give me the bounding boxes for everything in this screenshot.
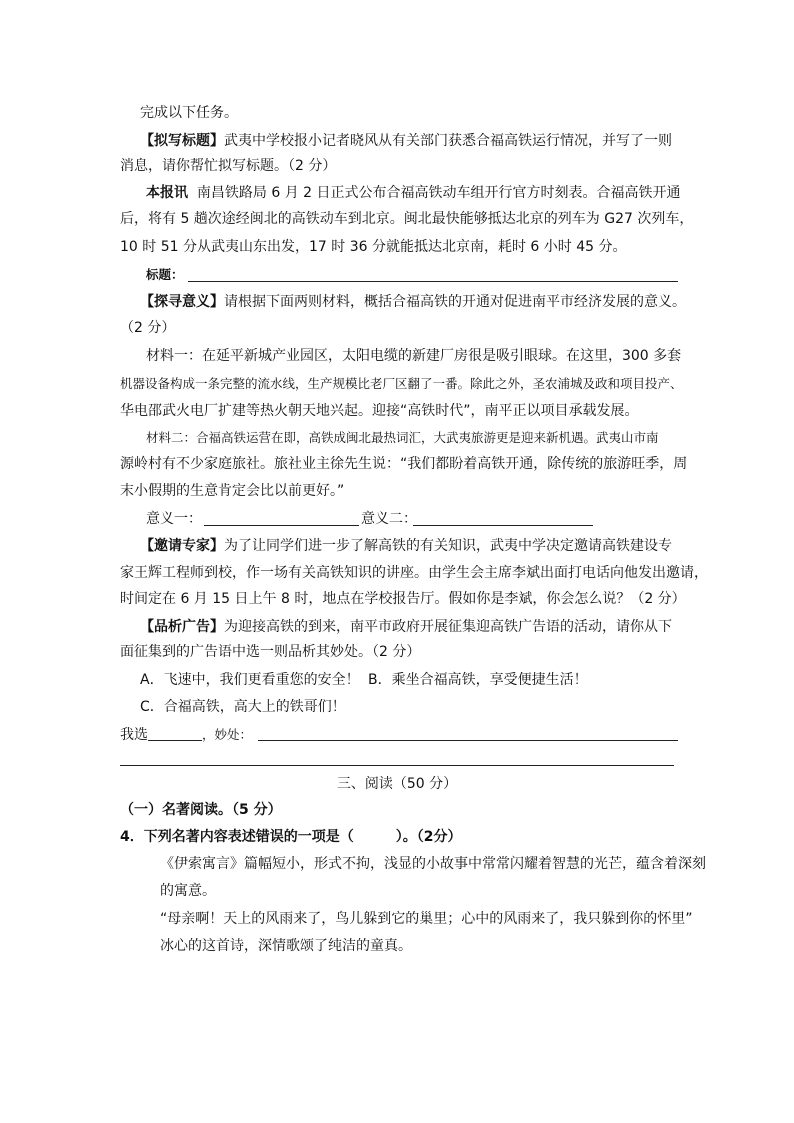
meaning-one-label: 意义一：: [146, 511, 202, 527]
section-draft-title: [140, 131, 672, 151]
material-one-line: 机器设备构成一条完整的流水线，生产规模比老厂区翻了一番。除此之外，圣农浦城及政和项目投产、: [120, 376, 683, 391]
choice-answer-line[interactable]: [148, 740, 202, 741]
section-invite-expert: [140, 536, 672, 556]
material-two-line: 材料二：合福高铁运营在即，高铁成闽北最热词汇，大武夷旅游更是迎来新机遇。武夷山市南: [146, 430, 659, 445]
wonder-label: ，妙处：: [202, 727, 253, 742]
section-text: 为了让同学们进一步了解高铁的有关知识，武夷中学决定邀请高铁建设专: [224, 538, 672, 554]
news-text: 南昌铁路局 6 月 2 日正式公布合福高铁动车组开行官方时刻表。合福高铁开通: [196, 185, 681, 201]
section-analyze-ad: [140, 617, 672, 637]
section-text: 请根据下面两则材料，概括合福高铁的开通对促进南平市经济发展的意义。: [224, 294, 686, 310]
section-text-line: （2 分）: [120, 320, 176, 336]
section-text-line: 家王辉工程师到校，作一场有关高铁知识的讲座。由学生会主席李斌出面打电话向他发出邀请，: [120, 565, 708, 581]
ad-option-c: C．合福高铁，高大上的铁哥们！: [140, 699, 346, 715]
section-tag: 【探寻意义】: [140, 294, 224, 310]
news-paragraph: [146, 183, 681, 203]
title-answer-line[interactable]: [188, 281, 678, 282]
title-label: 标题：: [146, 267, 184, 282]
news-text-line: 后，将有 5 趟次途经闽北的高铁动车到北京。闽北最快能够抵达北京的列车为 G27 次列车，: [120, 211, 694, 227]
material-one-line: 华电邵武火电厂扩建等热火朝天地兴起。迎接“高铁时代”，南平正以项目承载发展。: [120, 403, 639, 419]
meaning-two-answer-line[interactable]: [413, 525, 593, 526]
material-two-line: 源岭村有不少家庭旅社。旅社业主徐先生说：“我们都盼着高铁开通，除传统的旅游旺季，周: [120, 456, 688, 472]
choose-label: 我选: [120, 727, 148, 743]
meaning-two-label: 意义二：: [361, 511, 417, 527]
question-four-option-line: 《伊索寓言》篇幅短小，形式不拘，浅显的小故事中常常闪耀着智慧的光芒，蕴含着深刻: [160, 856, 706, 872]
news-text-line: 10 时 51 分从武夷山东出发，17 时 36 分就能抵达北京南，耗时 6 小时 45 分。: [120, 239, 627, 255]
section-text-line: 消息，请你帮忙拟写标题。（2 分）: [120, 158, 337, 174]
section-tag: 【拟写标题】: [140, 133, 224, 149]
material-two-line: 末小假期的生意肯定会比以前更好。”: [120, 483, 345, 499]
question-four-stem: 4．下列名著内容表述错误的一项是（ ）。（2分）: [120, 829, 462, 845]
section-text: 为迎接高铁的到来，南平市政府开展征集迎高铁广告语的活动，请你从下: [224, 619, 672, 635]
intro-text: 完成以下任务。: [140, 105, 238, 121]
news-lead: 本报讯: [146, 185, 188, 201]
question-four-option-line: 的寓意。: [160, 883, 216, 899]
part-three-title: 三、阅读（50 分）: [336, 776, 458, 792]
question-four-option-line: 冰心的这首诗，深情歌颂了纯洁的童真。: [160, 938, 412, 954]
section-text: 武夷中学校报小记者晓风从有关部门获悉合福高铁运行情况，并写了一则: [224, 133, 672, 149]
material-one-line: 材料一：在延平新城产业园区，太阳电缆的新建厂房很是吸引眼球。在这里，300 多套: [146, 348, 682, 364]
meaning-one-answer-line[interactable]: [204, 525, 359, 526]
section-find-meaning: [140, 292, 686, 312]
ad-option-b: B．乘坐合福高铁，享受便捷生活！: [368, 672, 588, 688]
wonder-answer-line-2[interactable]: [120, 765, 674, 766]
wonder-answer-line[interactable]: [258, 740, 678, 741]
question-four-option-line: “母亲啊！天上的风雨来了，鸟儿躲到它的巢里；心中的风雨来了，我只躲到你的怀里”: [160, 911, 693, 927]
section-text-line: 面征集到的广告语中选一则品析其妙处。（2 分）: [120, 644, 421, 660]
section-tag: 【品析广告】: [140, 619, 224, 635]
part-three-subtitle: （一）名著阅读。（5 分）: [120, 802, 282, 818]
section-text-line: 时间定在 6 月 15 日上午 8 时，地点在学校报告厅。假如你是李斌，你会怎么说？（2 分）: [120, 591, 686, 607]
section-tag: 【邀请专家】: [140, 538, 224, 554]
ad-option-a: A．飞速中，我们更看重您的安全！: [140, 672, 360, 688]
